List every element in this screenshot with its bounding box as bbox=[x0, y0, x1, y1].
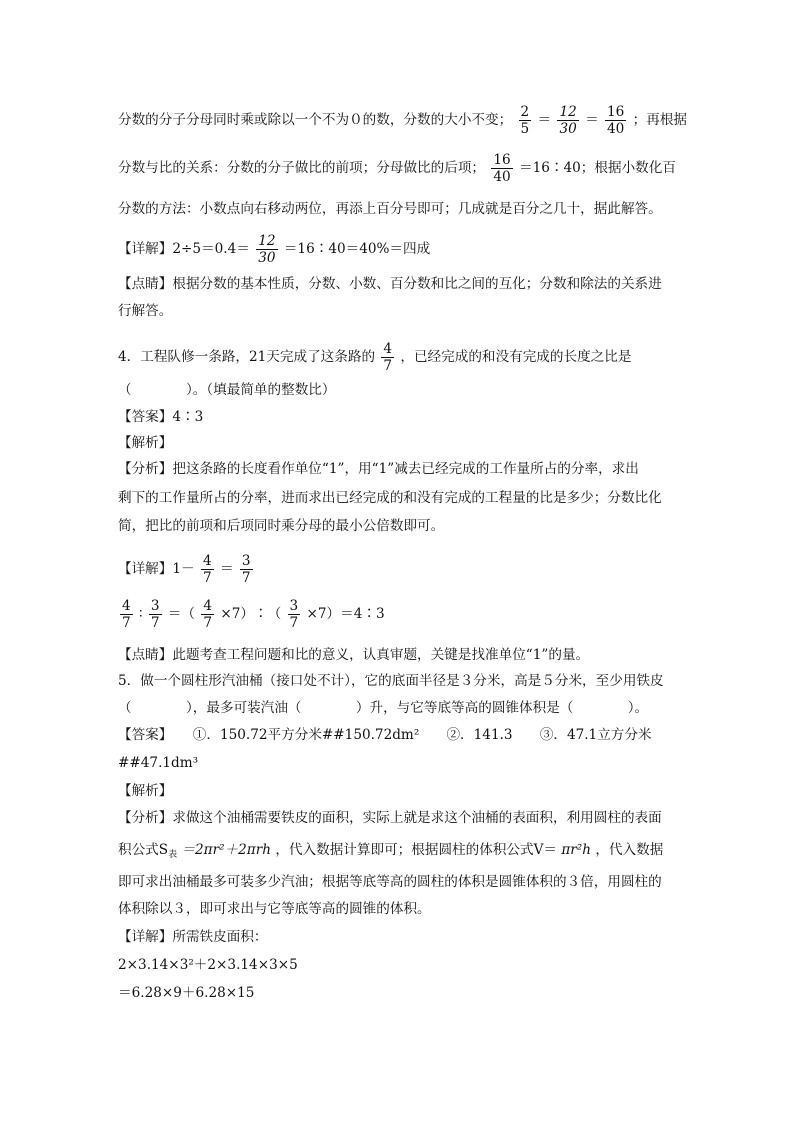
q5-stem-2: （ ），最多可装汽油（ ）升，与它等底等高的圆锥体积是（ ）。 bbox=[118, 700, 649, 716]
q5-analysis-2: 积公式S表 ＝2πr²＋2πrh ，代入数据计算即可；根据圆柱的体积公式V＝ πr²h ，代入数据 bbox=[118, 842, 664, 860]
q5-stem-1: 5．做一个圆柱形汽油桶（接口处不计），它的底面半径是３分米，高是５分米，至少用铁皮 bbox=[118, 673, 664, 689]
q3-detail: 【详解】2÷5＝0.4＝ $\frac{12}{30}$ ＝16∶40＝40%＝四成 bbox=[118, 233, 431, 266]
q5-analysis-4: 体积除以３，即可求出与它等底等高的圆锥的体积。 bbox=[118, 901, 431, 917]
q5-detail-3: ＝6.28×9＋6.28×15 bbox=[118, 985, 255, 1001]
fraction-16-40: $\frac{16}{40}$ bbox=[607, 104, 625, 137]
fraction: $\frac{4}{7}$ bbox=[203, 598, 213, 631]
fraction: $\frac{4}{7}$ bbox=[122, 598, 131, 631]
fraction: $\frac{3}{7}$ bbox=[241, 553, 251, 586]
q4-analysis-3: 简，把比的前项和后项同时乘分母的最小公倍数即可。 bbox=[118, 518, 445, 534]
q5-answer-1: 【答案】 ①．150.72平方分米##150.72dm² ②．141.3 ③．47.1立方分米 bbox=[118, 727, 652, 743]
q5-analysis-3: 即可求出油桶最多可装多少汽油；根据等底等高的圆柱的体积是圆锥体积的３倍，用圆柱的 bbox=[118, 874, 662, 890]
q4-analysis-1: 【分析】把这条路的长度看作单位“1”，用“1”减去已经完成的工作量所占的分率，求出 bbox=[118, 461, 639, 477]
q5-analysis-1: 【分析】求做这个油桶需要铁皮的面积，实际上就是求这个油桶的表面积，利用圆柱的表面 bbox=[118, 810, 662, 826]
q4-stem-2: （ ）。（填最简单的整数比） bbox=[118, 382, 336, 398]
q3-line-2: 分数与比的关系：分数的分子做比的前项；分母做比的后项； $\frac{16}{40}$ ＝16∶40；根据小数化百 bbox=[118, 152, 676, 185]
q5-answer-2: ##47.1dm³ bbox=[118, 755, 199, 771]
fraction: $\frac{4}{7}$ bbox=[202, 553, 212, 586]
q5-detail-1: 【详解】所需铁皮面积： bbox=[118, 929, 268, 945]
fraction: $\frac{3}{7}$ bbox=[150, 598, 160, 631]
q4-detail-1: 【详解】1－ $\frac{4}{7}$ ＝ $\frac{3}{7}$ bbox=[118, 553, 251, 586]
q3-line-1: 分数的分子分母同时乘或除以一个不为０的数，分数的大小不变； $\frac{2}{5}$ ＝ $\frac{12}{30}$ ＝ $\frac{16}{40}$ ；再根据 bbox=[118, 104, 688, 137]
q4-dianjing: 【点睛】此题考查工程问题和比的意义，认真审题，关键是找准单位“1”的量。 bbox=[118, 647, 590, 663]
q5-detail-2: 2×3.14×3²＋2×3.14×3×5 bbox=[118, 957, 298, 973]
fraction-12-30: $\frac{12}{30}$ bbox=[559, 104, 577, 137]
q4-analysis-2: 剩下的工作量所占的分率，进而求出已经完成的和没有完成的工程量的比是多少；分数比化 bbox=[118, 490, 662, 506]
q4-stem-1: 4．工程队修一条路，21天完成了这条路的 $\frac{4}{7}$ ，已经完成的和没有完成的长度之比是 bbox=[118, 341, 632, 374]
q5-jiexi: 【解析】 bbox=[118, 783, 173, 799]
q4-answer: 【答案】4∶3 bbox=[118, 409, 204, 425]
fraction-2-5: $\frac{2}{5}$ bbox=[520, 104, 530, 137]
fraction-4-7: $\frac{4}{7}$ bbox=[383, 341, 393, 374]
q4-jiexi: 【解析】 bbox=[118, 435, 173, 451]
fraction: $\frac{3}{7}$ bbox=[289, 598, 299, 631]
fraction-16-40-b: $\frac{16}{40}$ bbox=[493, 152, 511, 185]
fraction-12-30-b: $\frac{12}{30}$ bbox=[258, 233, 276, 266]
q3-dianjing-2: 行解答。 bbox=[118, 303, 173, 319]
q4-detail-2: $\frac{4}{7}$ ∶ $\frac{3}{7}$ ＝（ $\frac{4}{7}$ ×7）∶（ $\frac{3}{7}$ ×7）＝4∶3 bbox=[122, 598, 385, 631]
text: 分数的分子分母同时乘或除以一个不为０的数，分数的大小不变； bbox=[118, 112, 513, 128]
q3-dianjing-1: 【点睛】根据分数的基本性质，分数、小数、百分数和比之间的互化；分数和除法的关系进 bbox=[118, 276, 662, 292]
q3-line-3: 分数的方法：小数点向右移动两位，再添上百分号即可；几成就是百分之几十，据此解答。 bbox=[118, 201, 662, 217]
